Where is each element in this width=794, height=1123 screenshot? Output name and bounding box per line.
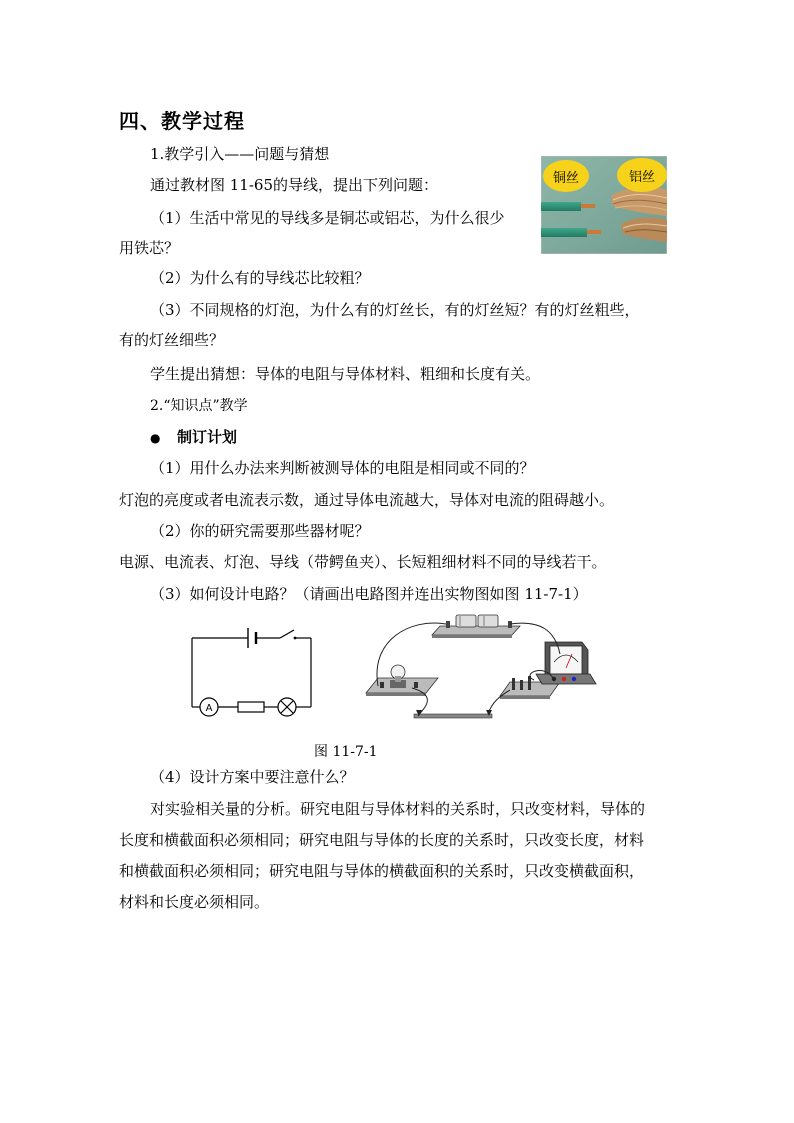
- figure-caption: 图 11-7-1: [314, 744, 378, 760]
- wire-photo: [541, 156, 667, 254]
- ammeter-symbol: A: [205, 703, 213, 714]
- question-3-cont: 有的灯丝细些？: [119, 331, 225, 349]
- plan-heading: 制订计划: [177, 428, 238, 446]
- knowledge-title: 2.“知识点”教学: [150, 398, 248, 414]
- plan-question-4: （4）设计方案中要注意什么？: [150, 768, 355, 786]
- plan-answer-4-line-4: 材料和长度必须相同。: [119, 893, 270, 911]
- plan-question-2: （2）你的研究需要那些器材呢？: [150, 522, 370, 540]
- intro-line: 通过教材图 11-65的导线，提出下列问题：: [150, 176, 439, 194]
- plan-answer-2: 电源、电流表、灯泡、导线（带鳄鱼夹）、长短粗细材料不同的导线若干。: [119, 553, 607, 571]
- switch-contact: [294, 637, 297, 640]
- plan-question-1: （1）用什么办法来判断被测导体的电阻是相同或不同的？: [150, 459, 535, 477]
- apparatus-diagram: [350, 610, 610, 730]
- aluminum-label: 铝丝: [617, 158, 667, 192]
- plan-question-3: （3）如何设计电路？（请画出电路图并连出实物图如图 11-7-1）: [150, 585, 588, 603]
- student-hypothesis: 学生提出猜想：导体的电阻与导体材料、粗细和长度有关。: [150, 365, 541, 383]
- question-1: （1）生活中常见的导线多是铜芯或铝芯，为什么很少: [150, 209, 505, 227]
- plan-answer-1: 灯泡的亮度或者电流表示数，通过导体电流越大，导体对电流的阻碍越小。: [119, 491, 615, 509]
- plan-answer-4-line-3: 和横截面积必须相同；研究电阻与导体的横截面积的关系时，只改变横截面积，: [119, 862, 645, 880]
- plan-answer-4-line-1: 对实验相关量的分析。研究电阻与导体材料的关系时，只改变材料，导体的: [150, 800, 646, 818]
- question-2: （2）为什么有的导线芯比较粗？: [150, 269, 370, 287]
- bullet-icon: ●: [150, 431, 161, 445]
- question-1-cont: 用铁芯？: [119, 239, 180, 257]
- copper-label: 铜丝: [543, 160, 589, 192]
- circuit-diagram: [180, 620, 330, 730]
- plan-answer-4-line-2: 长度和横截面积必须相同；研究电阻与导体的长度的关系时，只改变长度，材料: [119, 831, 645, 849]
- section-heading: 四、教学过程: [119, 109, 245, 133]
- question-3: （3）不同规格的灯泡，为什么有的灯丝长，有的灯丝短？有的灯丝粗些，: [150, 301, 640, 319]
- intro-title: 1.教学引入——问题与猜想: [150, 145, 330, 163]
